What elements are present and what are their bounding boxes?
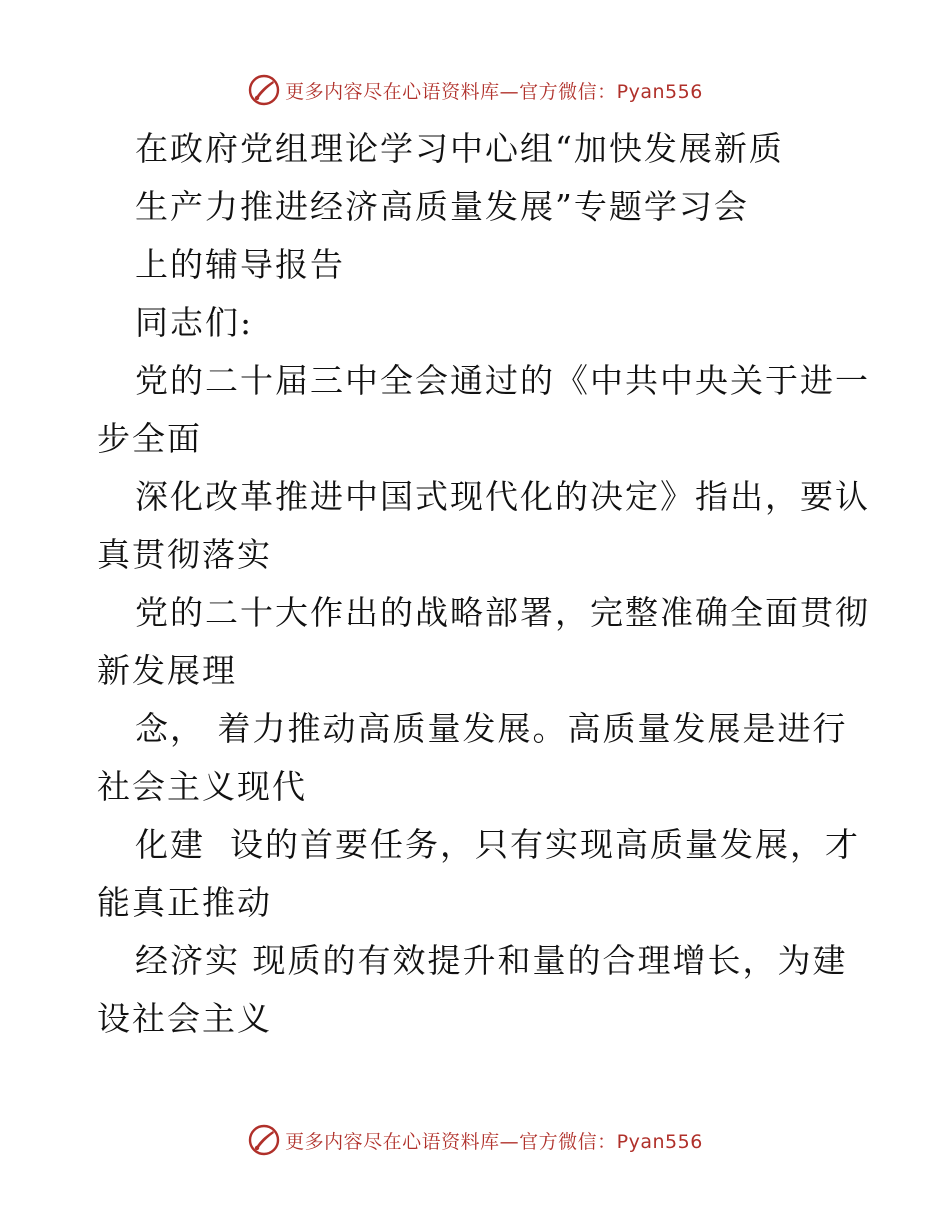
- text-line: 念， 着力推动高质量发展。高质量发展是进行: [135, 709, 848, 748]
- title-line-1: 在政府党组理论学习中心组“加快发展新质: [135, 129, 784, 168]
- text-line: 经济实 现质的有效提升和量的合理增长，为建: [135, 941, 848, 980]
- text-line: 社会主义现代: [97, 767, 307, 806]
- salutation: 同志们:: [135, 303, 254, 342]
- text-line: 深化改革推进中国式现代化的决定》指出，要认: [135, 477, 870, 516]
- footer-watermark-banner: [0, 1120, 950, 1160]
- brush-logo-icon: [247, 1123, 281, 1157]
- brush-logo-icon: [247, 73, 281, 107]
- text-line: 步全面: [97, 419, 202, 458]
- text-line: 真贯彻落实: [97, 535, 272, 574]
- text-line: 新发展理: [97, 651, 237, 690]
- header-watermark-text: 更多内容尽在心语资料库—官方微信：Pyan556: [285, 80, 703, 103]
- text-line: 党的二十届三中全会通过的《中共中央关于进一: [135, 361, 870, 400]
- text-line: 化建 设的首要任务，只有实现高质量发展，才: [135, 825, 860, 864]
- document-body: [97, 120, 870, 1048]
- text-line: 能真正推动: [97, 883, 272, 922]
- text-line: 党的二十大作出的战略部署，完整准确全面贯彻: [135, 593, 870, 632]
- title-line-2: 生产力推进经济高质量发展”专题学习会: [135, 187, 749, 226]
- text-line: 设社会主义: [97, 999, 272, 1038]
- footer-watermark-text: 更多内容尽在心语资料库—官方微信：Pyan556: [285, 1130, 703, 1153]
- header-watermark-banner: [0, 70, 950, 110]
- title-line-3: 上的辅导报告: [135, 245, 345, 284]
